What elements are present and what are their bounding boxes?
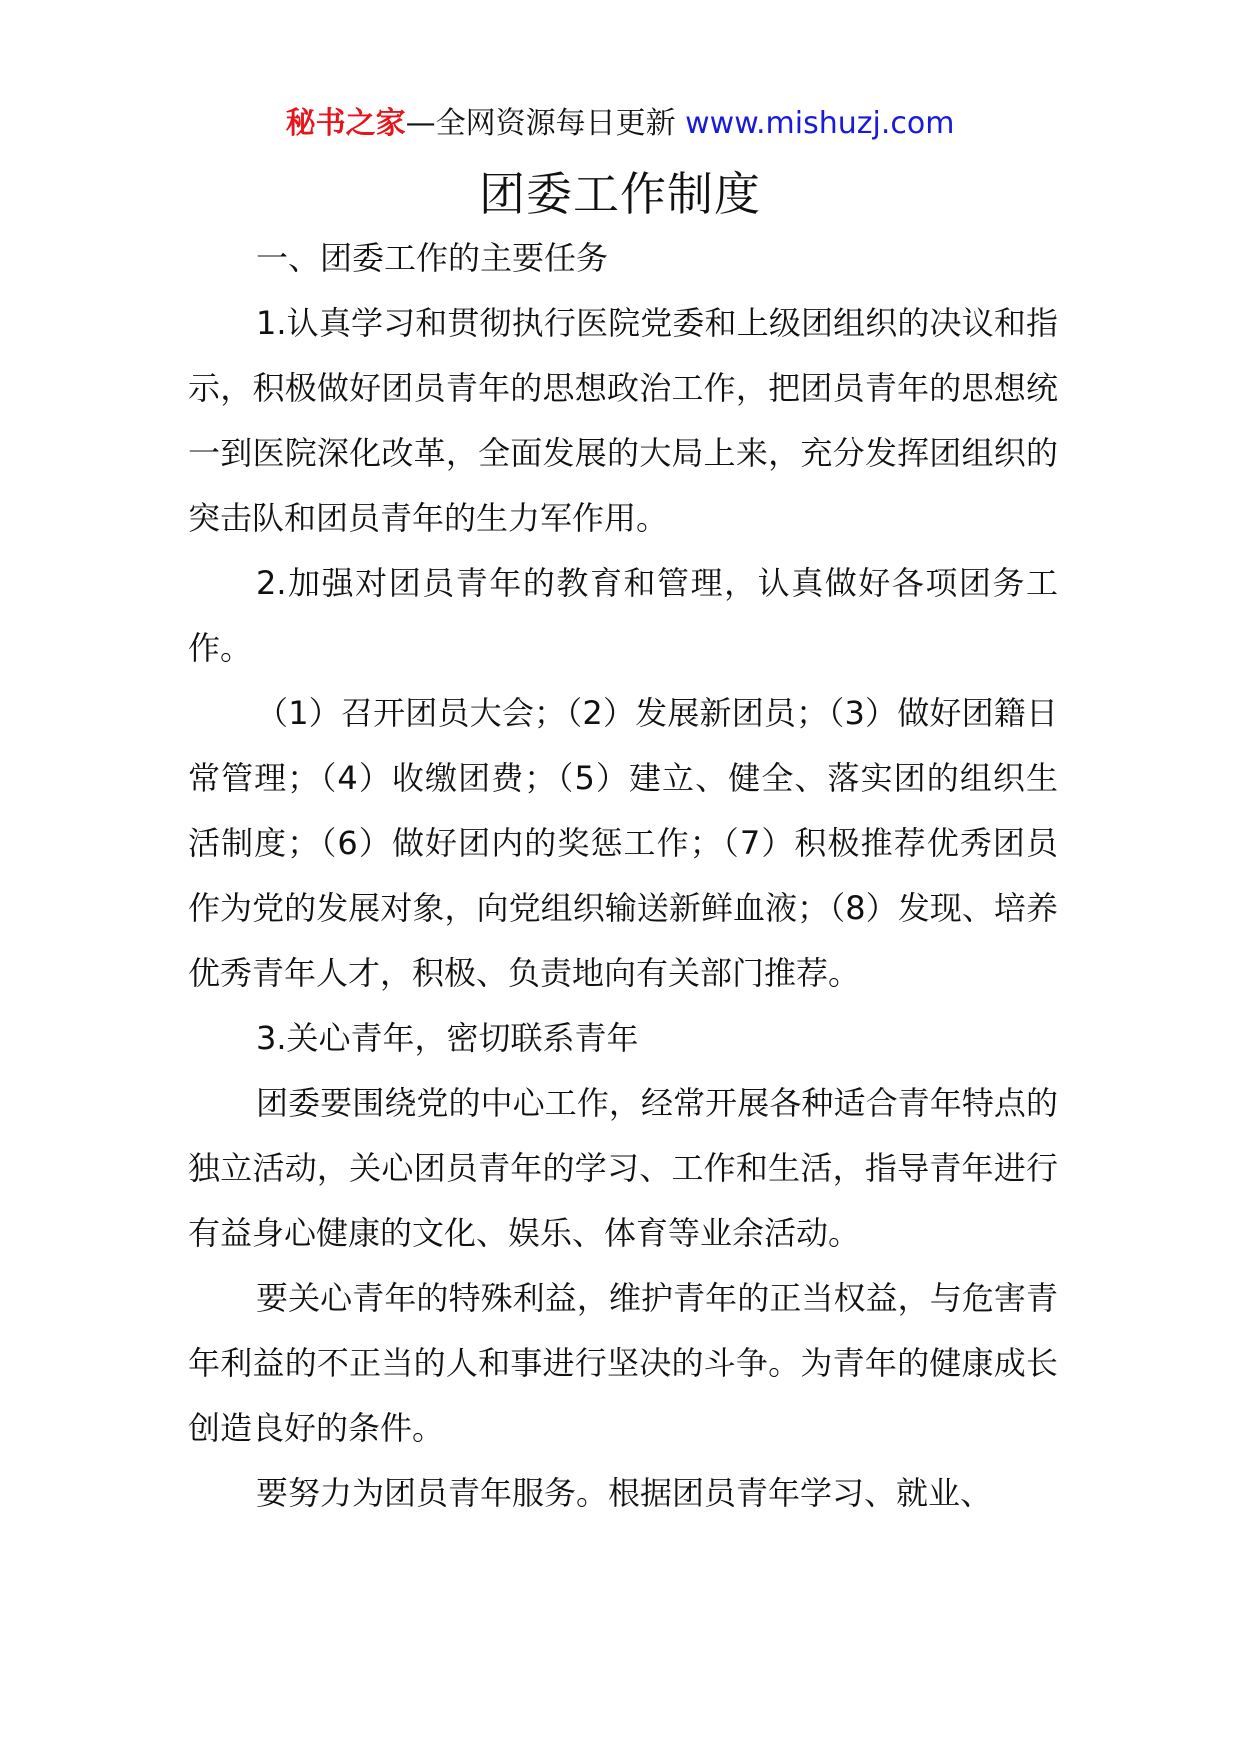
paragraph-item-3: 3.关心青年，密切联系青年 <box>256 1019 639 1057</box>
section-heading: 一、团委工作的主要任务 <box>256 239 609 277</box>
paragraph-item-1: 1.认真学习和贯彻执行医院党委和上级团组织的决议和指示，积极做好团员青年的思想政治工作，把团员青年的思想统一到医院深化改革，全面发展的大局上来，充分发挥团组织的突击队和团员青年的生力军作用。 <box>188 304 1058 537</box>
banner-tagline: —全网资源每日更新 <box>405 106 676 141</box>
site-banner <box>0 104 1240 144</box>
paragraph-service: 要努力为团员青年服务。根据团员青年学习、就业、 <box>256 1474 993 1512</box>
banner-url-link[interactable]: www.mishuzj.com <box>685 106 955 141</box>
document-body <box>188 226 1058 1526</box>
paragraph-activities: 团委要围绕党的中心工作，经常开展各种适合青年特点的独立活动，关心团员青年的学习、工作和生活，指导青年进行有益身心健康的文化、娱乐、体育等业余活动。 <box>188 1084 1058 1252</box>
document-title: 团委工作制度 <box>479 167 761 221</box>
paragraph-rights: 要关心青年的特殊利益，维护青年的正当权益，与危害青年利益的不正当的人和事进行坚决的斗争。为青年的健康成长创造良好的条件。 <box>188 1279 1058 1447</box>
paragraph-tasks-list: （1）召开团员大会；（2）发展新团员；（3）做好团籍日常管理；（4）收缴团费；（5）建立、健全、落实团的组织生活制度；（6）做好团内的奖惩工作；（7）积极推荐优秀团员作为党的发展对象，向党组织输送新鲜血液；（8）发现、培养优秀青年人才，积极、负责地向有关部门推荐。 <box>188 694 1058 992</box>
banner-brand: 秘书之家 <box>285 106 406 141</box>
paragraph-item-2: 2.加强对团员青年的教育和管理，认真做好各项团务工作。 <box>188 564 1058 667</box>
